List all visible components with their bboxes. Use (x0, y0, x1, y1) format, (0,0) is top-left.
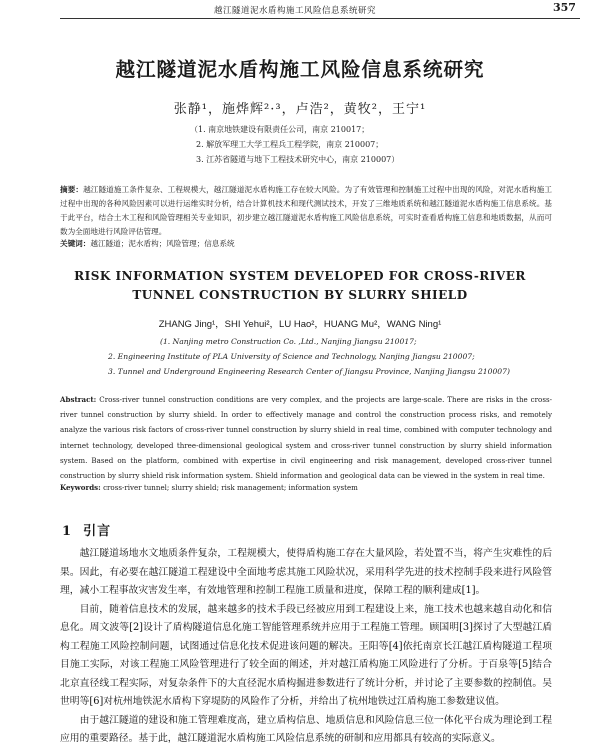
affiliation-line: (1. Nanjing metro Construction Co. ,Ltd., Nanjing Jiangsu 210017; (160, 337, 417, 346)
affiliation-line: （1. 南京地铁建设有限责任公司，南京 210017； (190, 125, 370, 134)
english-authors: ZHANG Jing¹，SHI Yehui²，LU Hao²，HUANG Mu²，WANG Ning¹ (158, 319, 442, 330)
abstract-text: Cross-river tunnel construction conditions are very complex, and the projects are large-scale. There are risks in the cross-river tunnel construction by slurry shield. In order to effectively manage and control the construction process risks, and remotely analyze the various risk factors of cross-river tunnel construction by slurry shield in real time, combined with computer technology and internet technology, developed three-dimensional geological system and cross-river tunnel construction by slurry shield information system. Based on the platform, combined with expertise in civil engineering and risk management, developed cross-river tunnel construction by slurry shield risk information system. Shield information and geological data can be viewed in the system in real time. (60, 395, 552, 481)
abstract-label: Abstract: (60, 395, 97, 404)
affiliation-line: 3. 江苏省隧道与地下工程技术研究中心，南京 210007） (196, 155, 400, 164)
body-paragraph: 由于越江隧道的建设和施工管理难度高，建立盾构信息、地质信息和风险信息三位一体化平台成为理论到工程应用的重要路径。基于此，越江隧道泥水盾构施工风险信息系统的研制和应用都具有较高的实际意义。 (60, 714, 552, 744)
keywords-text: cross-river tunnel; slurry shield; risk management; information system (103, 483, 358, 492)
keywords-text: 越江隧道；泥水盾构；风险管理；信息系统 (90, 239, 235, 248)
body-paragraph: 越江隧道场地水文地质条件复杂，工程规模大，使得盾构施工存在大量风险，若处置不当，将产生灾难性的后果。因此，有必要在越江隧道工程建设中全面地考虑其施工风险状况，采用科学先进的技术控制手段来进行风险管理，减小工程事故灾害发生率，有效地管理和控制工程施工质量和进度，保障工程的顺利建成[1]。 (60, 548, 552, 596)
english-title-line: TUNNEL CONSTRUCTION BY SLURRY SHIELD (132, 288, 468, 302)
affiliation-line: 2. Engineering Institute of PLA University of Science and Technology, Nanjing Jiangsu 210007; (108, 352, 475, 361)
english-affiliations (100, 334, 580, 379)
keywords-label: Keywords: (60, 483, 101, 492)
abstract-label: 摘要： (60, 185, 84, 194)
section-number: 1 (62, 524, 73, 539)
abstract-text: 越江隧道施工条件复杂、工程规模大，越江隧道泥水盾构施工存在较大风险。为了有效管理和控制施工过程中出现的风险，对泥水盾构施工过程中出现的各种风险因素可以进行运维实时分析，结合计算机技术和现代测试技术，开发了三维地质系统和越江隧道泥水盾构施工信息系统。基于此平台，结合土木工程和风险管理相关专业知识，初步建立越江隧道泥水盾构施工风险信息系统，可实时查看盾构施工信息和地质数据，从而可数为全面地进行风险评估管理。 (60, 185, 553, 236)
chinese-abstract (60, 183, 552, 239)
english-keywords (60, 483, 552, 492)
section-heading (62, 520, 111, 539)
chinese-authors: 张静¹，施烨辉²·³，卢浩²，黄牧²，王宁¹ (173, 102, 427, 117)
affiliation-line: 3. Tunnel and Underground Engineering Research Center of Jiangsu Province, Nanjing Jiangsu 210007) (108, 367, 510, 376)
chinese-affiliations (190, 122, 550, 167)
english-abstract (60, 392, 552, 483)
section-title: 引言 (83, 524, 112, 539)
chinese-title: 越江隧道泥水盾构施工风险信息系统研究 (115, 58, 485, 81)
english-title (0, 267, 600, 305)
page-number: 357 (553, 1, 576, 14)
running-header: 越江隧道泥水盾构施工风险信息系统研究 (213, 6, 376, 16)
english-title-line: RISK INFORMATION SYSTEM DEVELOPED FOR CROSS-RIVER (74, 269, 526, 283)
keywords-label: 关键词： (60, 239, 91, 248)
header-rule (60, 18, 580, 19)
chinese-keywords (60, 238, 552, 249)
body-paragraph: 目前，随着信息技术的发展，越来越多的技术手段已经被应用到工程建设上来，施工技术也越来越自动化和信息化。周文波等[2]设计了盾构隧道信息化施工智能管理系统并应用于工程施工管理。顾国明[3]探讨了大型越江盾构工程施工风险控制问题，试图通过信息化技术促进该问题的解决。王阳等[4]依托南京长江越江盾构隧道工程项目施工实际，对该工程施工风险管理进行了较全面的阐述，并对越江盾构施工风险进行了分析。于百泉等[5]结合北京直径线工程实际，对复杂条件下的大直径泥水盾构掘进参数进行了统计分析，并讨论了主要参数的控制值。吴世明等[6]对杭州地铁泥水盾构下穿堤防的风险作了分析，并给出了杭州地铁过江盾构施工参数建议值。 (60, 603, 552, 707)
body-text (60, 545, 552, 749)
affiliation-line: 2. 解放军理工大学工程兵工程学院，南京 210007； (196, 140, 384, 149)
